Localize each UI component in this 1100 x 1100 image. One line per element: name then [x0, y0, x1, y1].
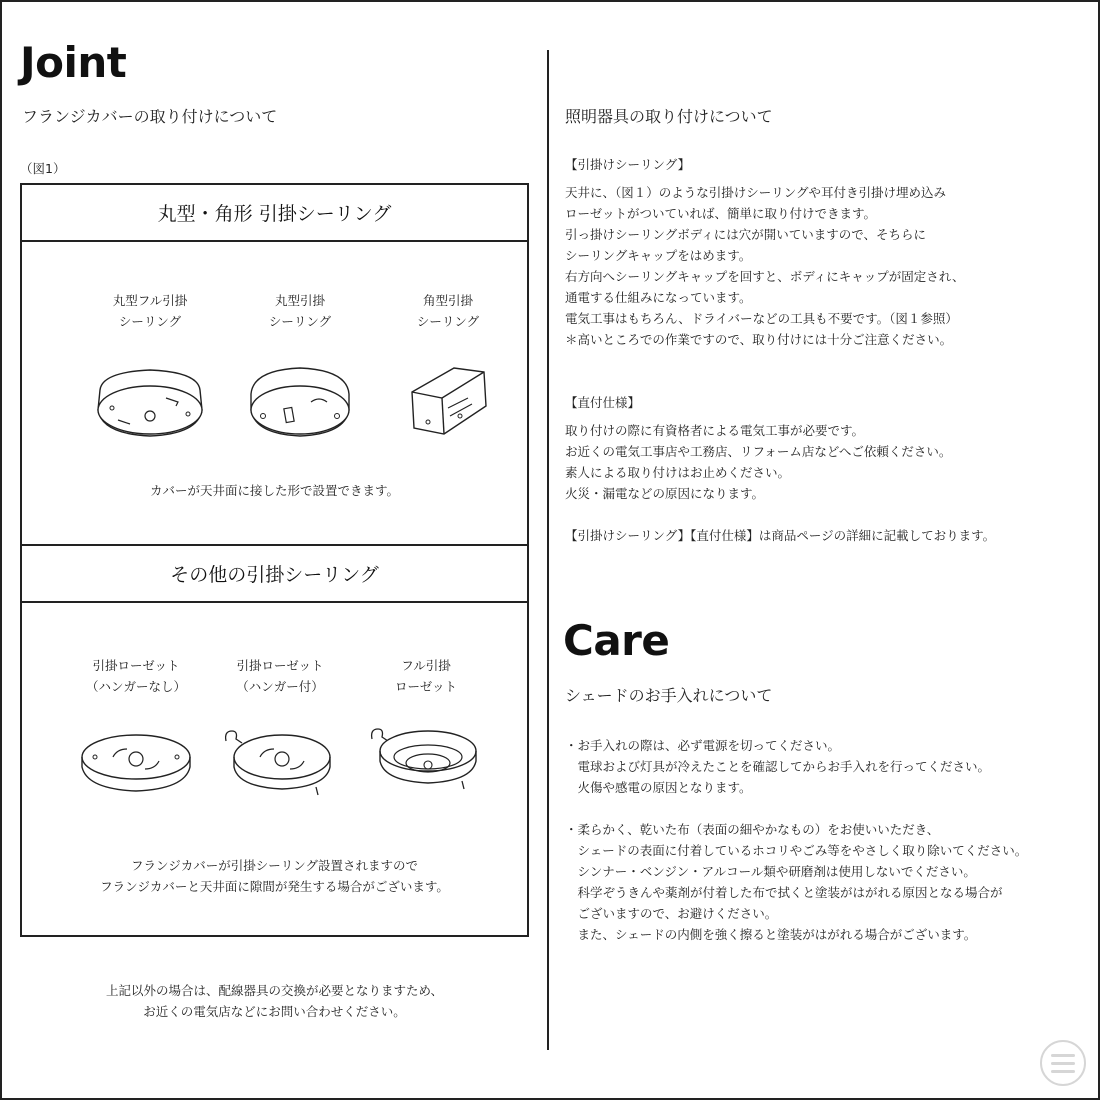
box1-note: カバーが天井面に接した形で設置できます。	[149, 483, 399, 498]
item-label-line1: 引掛ローゼット	[236, 658, 324, 673]
box2-heading: その他の引掛シーリング	[22, 546, 527, 603]
text-line: 火災・漏電などの原因になります。	[565, 486, 765, 501]
item-label-line2: シーリング	[118, 314, 182, 329]
text-line: ございますので、お避けください。	[565, 906, 778, 921]
box1-heading: 丸型・角形 引掛シーリング	[22, 185, 527, 242]
text-line: 右方向へシーリングキャップを回すと、ボディにキャップが固定され、	[565, 269, 965, 284]
full-rosette-icon	[366, 727, 486, 799]
care-title: Care	[563, 616, 670, 665]
round-ceiling-icon	[245, 354, 355, 440]
item-label-line1: 角型引掛	[422, 293, 473, 308]
box1-body	[22, 242, 527, 544]
hook-ceiling-text	[565, 182, 965, 350]
text-line: シーリングキャップをはめます。	[565, 248, 752, 263]
text-line: シンナー・ベンジン・アルコール類や研磨剤は使用しないでください。	[565, 864, 976, 879]
text-line: 引っ掛けシーリングボディには穴が開いていますので、そちらに	[565, 227, 927, 242]
item-label-line1: 引掛ローゼット	[92, 658, 180, 673]
item-label-line1: 丸型フル引掛	[112, 293, 188, 308]
text-line: 電球および灯具が冷えたことを確認してからお手入れを行ってください。	[565, 759, 991, 774]
joint-footer-line2: お近くの電気店などにお問い合わせください。	[143, 1004, 406, 1019]
box2-body	[22, 603, 527, 935]
care-subtitle: シェードのお手入れについて	[565, 686, 773, 705]
hook-ceiling-label: 【引掛けシーリング】	[565, 157, 691, 172]
joint-footer	[20, 980, 529, 1022]
install-subtitle: 照明器具の取り付けについて	[565, 107, 773, 126]
rosette-item-hanger	[210, 655, 350, 799]
box2-note-line1: フランジカバーが引掛シーリング設置されますので	[131, 858, 418, 873]
install-closing: 【引掛けシーリング】【直付仕様】は商品ページの詳細に記載しております。	[565, 528, 996, 543]
text-line: 素人による取り付けはお止めください。	[565, 465, 791, 480]
direct-mount-label: 【直付仕様】	[565, 395, 641, 410]
text-line: お近くの電気工事店や工務店、リフォーム店などへご依頼ください。	[565, 444, 952, 459]
column-divider	[547, 50, 549, 1050]
rosette-item-full	[356, 655, 496, 799]
box2-note-line2: フランジカバーと天井面に隙間が発生する場合がございます。	[100, 879, 449, 894]
care-para1	[565, 735, 990, 798]
item-label-line2: シーリング	[268, 314, 332, 329]
item-label-line2: （ハンガー付）	[236, 679, 324, 694]
direct-mount-text	[565, 420, 951, 504]
text-line: 通電する仕組みになっています。	[565, 290, 752, 305]
text-line: 天井に、（図１）のような引掛けシーリングや耳付き引掛け埋め込み	[565, 185, 947, 200]
rosette-no-hanger-icon	[77, 727, 195, 799]
item-label-line1: フル引掛	[401, 658, 451, 673]
text-line: 取り付けの際に有資格者による電気工事が必要です。	[565, 423, 865, 438]
item-label-line2: （ハンガーなし）	[85, 679, 186, 694]
ceiling-item-round	[230, 290, 370, 440]
text-line: また、シェードの内側を強く擦ると塗装がはがれる場合がございます。	[565, 927, 977, 942]
care-para2	[565, 819, 1027, 945]
other-ceiling-box	[20, 544, 529, 937]
joint-footer-line1: 上記以外の場合は、配線器具の交換が必要となりますため、	[105, 983, 443, 998]
brand-logo-icon	[1040, 1040, 1086, 1086]
text-line: ＊高いところでの作業ですので、取り付けには十分ご注意ください。	[565, 332, 953, 347]
round-full-ceiling-icon	[88, 354, 212, 440]
box2-note	[22, 855, 527, 897]
figure-label: （図1）	[20, 161, 66, 176]
text-line: シェードの表面に付着しているホコリやごみ等をやさしく取り除いてください。	[565, 843, 1028, 858]
square-ceiling-icon	[398, 354, 498, 440]
ceiling-item-square	[378, 290, 518, 440]
rosette-hanger-icon	[220, 727, 340, 799]
text-line: 電気工事はもちろん、ドライバーなどの工具も不要です。（図１参照）	[565, 311, 958, 326]
text-line: 火傷や感電の原因となります。	[565, 780, 752, 795]
joint-title: Joint	[20, 38, 127, 87]
item-label-line1: 丸型引掛	[274, 293, 325, 308]
joint-subtitle: フランジカバーの取り付けについて	[22, 107, 278, 126]
text-line: 科学ぞうきんや薬剤が付着した布で拭くと塗装がはがれる原因となる場合が	[565, 885, 1003, 900]
rosette-item-no-hanger	[66, 655, 206, 799]
item-label-line2: ローゼット	[394, 679, 457, 694]
text-line: ・柔らかく、乾いた布（表面の細やかなもの）をお使いいただき、	[565, 822, 940, 837]
ceiling-item-round-full	[80, 290, 220, 440]
text-line: ・お手入れの際は、必ず電源を切ってください。	[565, 738, 841, 753]
item-label-line2: シーリング	[416, 314, 480, 329]
text-line: ローゼットがついていれば、簡単に取り付けできます。	[565, 206, 877, 221]
round-square-ceiling-box	[20, 183, 529, 546]
